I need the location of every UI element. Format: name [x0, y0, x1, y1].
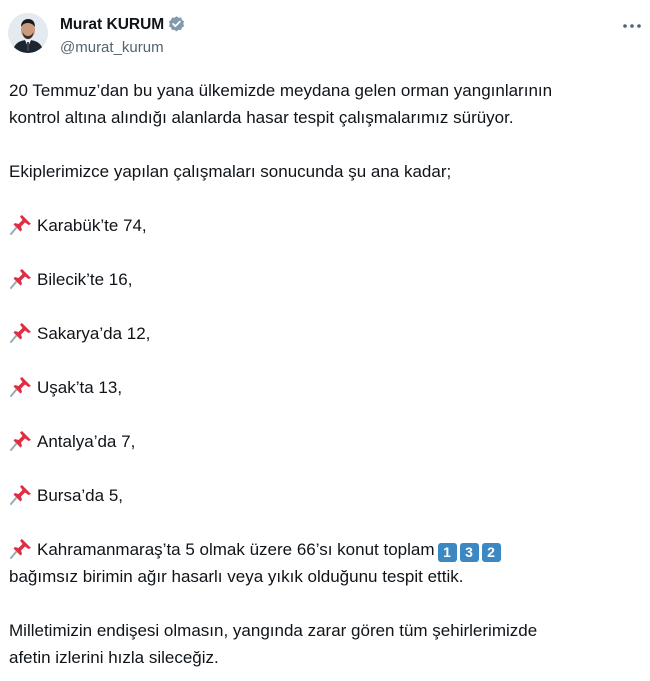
- list-item-label: Sakarya’da 12,: [37, 324, 151, 343]
- pushpin-icon: [9, 375, 33, 397]
- verified-badge-icon: [167, 15, 186, 34]
- list-item: [9, 428, 641, 455]
- keycap-digit-1: 1: [438, 543, 457, 562]
- lead-text: Ekiplerimizce yapılan çalışmaları sonucunda şu ana kadar;: [9, 162, 452, 181]
- list-item-label: Bilecik’te 16,: [37, 270, 133, 289]
- closing-text: Milletimizin endişesi olmasın, yangında zarar gören tüm şehirlerimizde: [9, 621, 538, 640]
- intro-line: kontrol altına alındığı alanlarda hasar tespit çalışmalarımız sürüyor.: [9, 108, 514, 127]
- tweet-text: [9, 77, 641, 671]
- list-item-label: Antalya’da 7,: [37, 432, 136, 451]
- final-item-text: bağımsız birimin ağır hasarlı veya yıkık olduğunu tespit ettik.: [9, 567, 464, 586]
- pushpin-icon: [9, 321, 33, 343]
- list-item-label: Karabük’te 74,: [37, 216, 147, 235]
- list-item-label: Bursa’da 5,: [37, 486, 123, 505]
- pushpin-icon: [9, 267, 33, 289]
- name-row: [60, 15, 186, 34]
- list-item: [9, 212, 641, 239]
- pushpin-icon: [9, 483, 33, 505]
- user-handle[interactable]: @murat_kurum: [60, 39, 164, 56]
- tweet-header: [0, 0, 650, 75]
- pushpin-icon: [9, 213, 33, 235]
- keycap-digit-2: 2: [482, 543, 501, 562]
- closing-text: afetin izlerini hızla sileceğiz.: [9, 648, 219, 667]
- avatar-photo: [8, 13, 48, 53]
- intro-line: 20 Temmuz’dan bu yana ülkemizde meydana gelen orman yangınlarının: [9, 81, 553, 100]
- final-item-text: Kahramanmaraş’ta 5 olmak üzere 66’sı konut toplam: [37, 540, 435, 559]
- more-options-icon[interactable]: [620, 16, 644, 36]
- pushpin-icon: [9, 537, 33, 559]
- keycap-digit-3: 3: [460, 543, 479, 562]
- display-name[interactable]: Murat KURUM: [60, 15, 165, 33]
- final-list-item: [9, 536, 641, 563]
- list-item: [9, 482, 641, 509]
- list-item: [9, 374, 641, 401]
- list-item: [9, 320, 641, 347]
- pushpin-icon: [9, 429, 33, 451]
- list-item-label: Uşak’ta 13,: [37, 378, 123, 397]
- list-item: [9, 266, 641, 293]
- avatar[interactable]: [8, 13, 48, 53]
